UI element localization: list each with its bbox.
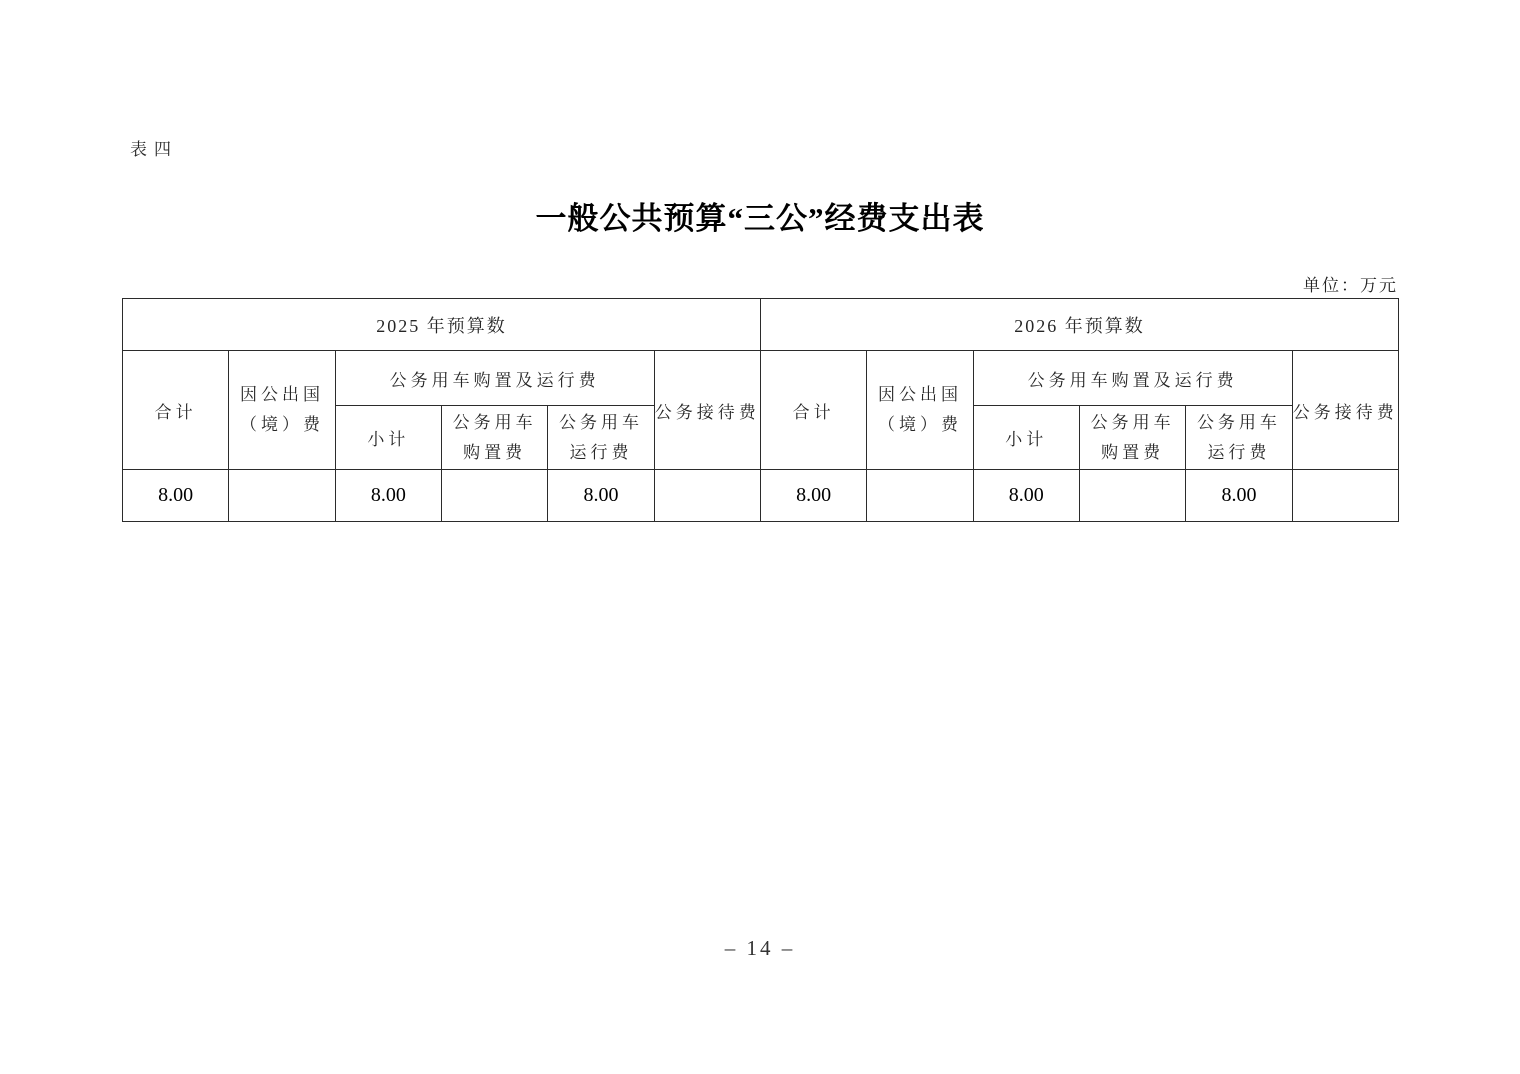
y2025-header-vehicle-operation-line2: 运行费	[569, 442, 633, 462]
y2025-header-vehicle-group: 公务用车购置及运行费	[335, 351, 654, 406]
y2026-header-abroad	[867, 351, 973, 470]
y2026-header-reception: 公务接待费	[1292, 351, 1398, 470]
y2026-header-vehicle-purchase	[1079, 406, 1185, 470]
y2026-header-vehicle-operation-line1: 公务用车	[1196, 412, 1281, 432]
y2026-header-subtotal: 小计	[973, 406, 1079, 470]
table-row-year-headers	[123, 299, 1399, 351]
table-row-values	[123, 470, 1399, 522]
y2026-value-vehicle-purchase	[1079, 470, 1185, 522]
y2025-header-vehicle-operation-line1: 公务用车	[558, 412, 643, 432]
y2026-header-vehicle-purchase-line1: 公务用车	[1090, 412, 1175, 432]
y2026-header-total: 合计	[760, 351, 866, 470]
y2026-value-vehicle-operation: 8.00	[1186, 470, 1292, 522]
y2026-header-vehicle-operation	[1186, 406, 1292, 470]
y2025-value-vehicle-operation: 8.00	[548, 470, 654, 522]
y2025-value-reception	[654, 470, 760, 522]
y2025-value-total: 8.00	[123, 470, 229, 522]
y2026-header-vehicle-operation-line2: 运行费	[1207, 442, 1271, 462]
y2026-value-subtotal: 8.00	[973, 470, 1079, 522]
y2026-value-reception	[1292, 470, 1398, 522]
y2025-value-abroad	[229, 470, 335, 522]
y2025-header-vehicle-purchase-line1: 公务用车	[452, 412, 537, 432]
y2025-value-subtotal: 8.00	[335, 470, 441, 522]
table-row-subheaders-top	[123, 351, 1399, 406]
unit-note: 单位：万元	[1303, 276, 1398, 295]
year-2026-header: 2026 年预算数	[760, 299, 1398, 351]
y2025-header-abroad-line1: 因公出国	[239, 385, 324, 405]
y2025-header-vehicle-operation	[548, 406, 654, 470]
table-label: 表四	[130, 140, 178, 159]
y2025-header-reception: 公务接待费	[654, 351, 760, 470]
y2026-header-abroad-line1: 因公出国	[877, 385, 962, 405]
y2025-header-subtotal: 小计	[335, 406, 441, 470]
y2025-header-total: 合计	[123, 351, 229, 470]
y2026-header-abroad-line2: （境）费	[877, 415, 962, 434]
page-number: – 14 –	[724, 936, 796, 960]
y2025-header-abroad	[229, 351, 335, 470]
y2026-header-vehicle-purchase-line2: 购置费	[1101, 442, 1165, 462]
page-title: 一般公共预算“三公”经费支出表	[535, 201, 985, 236]
y2026-value-total: 8.00	[760, 470, 866, 522]
y2026-header-vehicle-group: 公务用车购置及运行费	[973, 351, 1292, 406]
y2025-header-vehicle-purchase-line2: 购置费	[463, 442, 527, 462]
y2025-header-abroad-line2: （境）费	[239, 415, 324, 434]
three-public-expenses-table	[122, 298, 1399, 522]
year-2025-header: 2025 年预算数	[123, 299, 761, 351]
y2025-value-vehicle-purchase	[441, 470, 547, 522]
y2025-header-vehicle-purchase	[441, 406, 547, 470]
y2026-value-abroad	[867, 470, 973, 522]
